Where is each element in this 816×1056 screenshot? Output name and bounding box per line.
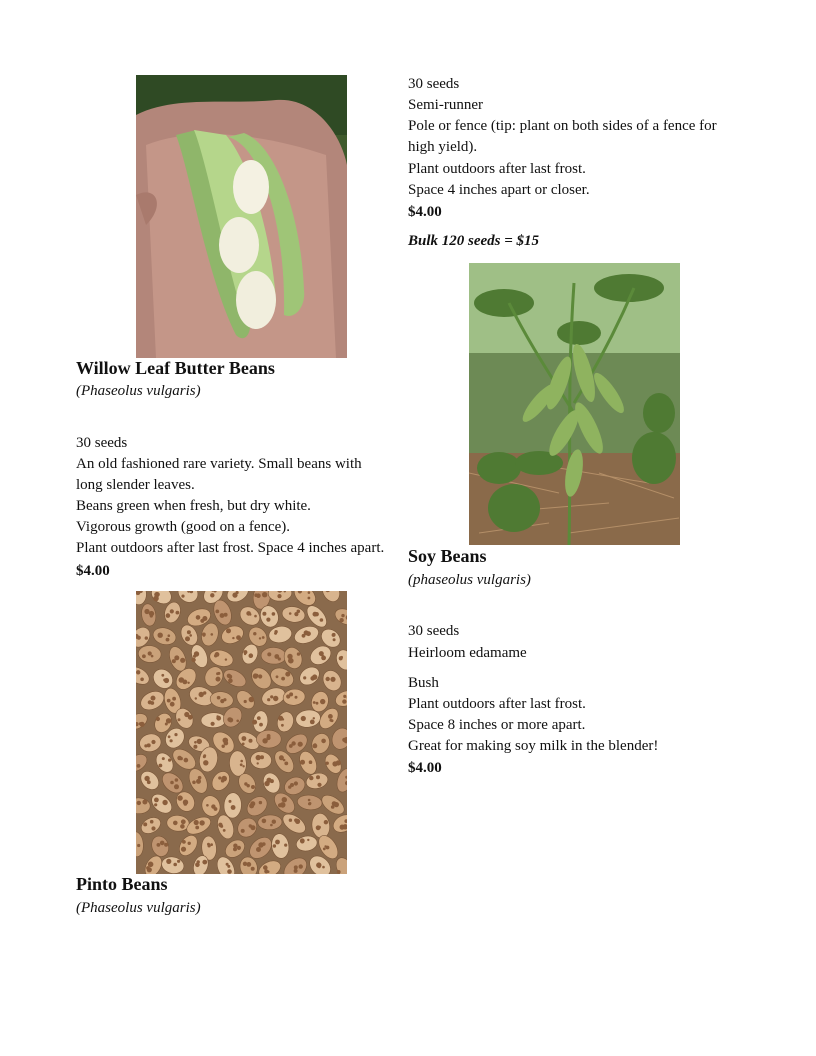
butter-bean-line: Plant outdoors after last frost. Space 4 inches apart.: [76, 540, 385, 556]
butter-bean-line: Vigorous growth (good on a fence).: [76, 519, 291, 535]
soy-bean-latin-name: (phaseolus vulgaris): [408, 572, 531, 588]
pole-bean-price: $4.00: [408, 204, 442, 220]
butter-bean-latin-name: (Phaseolus vulgaris): [76, 383, 201, 399]
butter-bean-pod-photo: [136, 75, 347, 358]
butter-bean-line: long slender leaves.: [76, 477, 195, 493]
pole-bean-line: Pole or fence (tip: plant on both sides of a fence for: [408, 118, 717, 134]
soy-bean-line: 30 seeds: [408, 623, 460, 639]
soy-bean-line: Bush: [408, 675, 439, 691]
soy-bean-price: $4.00: [408, 760, 442, 776]
soy-bean-line: Plant outdoors after last frost.: [408, 696, 586, 712]
pinto-bean-title: Pinto Beans: [76, 874, 168, 894]
butter-bean-price: $4.00: [76, 563, 110, 579]
butter-bean-title: Willow Leaf Butter Beans: [76, 358, 275, 378]
soy-bean-title: Soy Beans: [408, 546, 487, 566]
pole-bean-line: Plant outdoors after last frost.: [408, 161, 586, 177]
pole-bean-line: Space 4 inches apart or closer.: [408, 182, 590, 198]
pinto-beans-photo: [136, 591, 347, 874]
butter-bean-line: An old fashioned rare variety. Small beans with: [76, 456, 362, 472]
pole-bean-line: high yield).: [408, 139, 478, 155]
pinto-bean-latin-name: (Phaseolus vulgaris): [76, 900, 201, 916]
pole-bean-bulk-price: Bulk 120 seeds = $15: [408, 233, 540, 249]
soy-bean-line: Great for making soy milk in the blender!: [408, 738, 659, 754]
soy-bean-line: Heirloom edamame: [408, 645, 527, 661]
soy-bean-line: Space 8 inches or more apart.: [408, 717, 586, 733]
butter-bean-line: 30 seeds: [76, 435, 128, 451]
pole-bean-line: 30 seeds: [408, 76, 460, 92]
butter-bean-line: Beans green when fresh, but dry white.: [76, 498, 311, 514]
pole-bean-line: Semi-runner: [408, 97, 483, 113]
soy-bean-plant-photo: [469, 263, 680, 545]
